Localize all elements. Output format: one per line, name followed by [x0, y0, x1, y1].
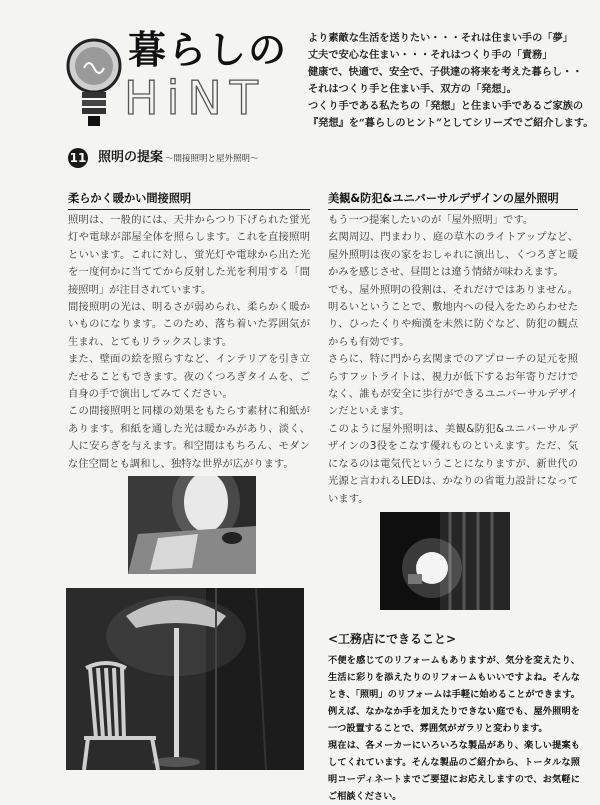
photo-outdoor-light	[380, 512, 510, 610]
photo-table-lamp	[128, 476, 256, 574]
paragraph: 玄関周辺、門まわり、庭の草木のライトアップなど、屋外照明は夜の家をおしゃれに演出し、くつろぎと暖かみを感じさせ、昼間とは違う情緒が味わえます。	[328, 231, 578, 279]
paragraph: 不便を感じてのリフォームもありますが、気分を変えたり、生活に彩りを添えたりのリフォームもいいですよね。そんなとき、「照明」のリフォームは手軽に始めることができます。例えば、なかなか手を加えたりできない庭でも、屋外照明を一つ設置することで、雰囲気がガラリと変わります。	[328, 655, 580, 734]
topic-title-text: 照明の提案	[98, 150, 164, 165]
intro-line: 丈夫で安心な住まい・・・それはつくり手の「責務」	[308, 49, 553, 61]
light-bulb-icon	[62, 34, 126, 130]
intro-line: 健康で、快適で、安全で、子供達の将来を考えた暮らし・・	[308, 66, 583, 78]
paragraph: また、壁面の絵を照らすなど、インテリアを引き立たせることもできます。夜のくつろぎタイムを、ご自身の手で演出してみてください。	[68, 353, 310, 401]
title-japanese: 暮らしの	[128, 27, 289, 72]
box-text	[328, 652, 580, 805]
paragraph: 現在は、各メーカーにいろいろな製品があり、楽しい提案もしてくれています。そんな製品のご紹介から、トータルな照明コーディネートまでご要望にお応えしますので、お気軽にご相談ください。	[328, 740, 580, 802]
intro-line: より素敵な生活を送りたい・・・それは住まい手の「夢」	[308, 32, 573, 44]
paragraph: 照明は、一般的には、天井からつり下げられた蛍光灯や電球が部屋全体を照らします。これを直接照明といいます。これに対し、蛍光灯や電球から出た光を一度何かに当ててから反射した光を利用する「間接照明」が注目されています。	[68, 214, 310, 296]
paragraph: もう一つ提案したいのが「屋外照明」です。	[328, 214, 534, 226]
right-column-text	[328, 212, 578, 508]
intro-line: それはつくり手と住まい手、双方の「発想」。	[308, 83, 517, 95]
left-column-heading: 柔らかく暖かい間接照明	[68, 190, 310, 210]
intro-text	[308, 30, 594, 132]
title-english: HiNT	[124, 71, 266, 125]
paragraph: この間接照明と同様の効果をもたらす素材に和紙があります。和紙を通した光は暖かみがあり、淡く、人に安らぎを与えます。和空間はもちろん、モダンな住空間とも調和し、独特な世界が広がります。	[68, 405, 310, 470]
photo-washi-lamp-chair	[66, 588, 304, 770]
paragraph: でも、屋外照明の役割は、それだけではありません。明るいということで、敷地内への侵入をためらわせたり、ひったくりや痴漢を未然に防ぐなど、防犯の観点からも有効です。	[328, 283, 578, 348]
left-column-text	[68, 212, 310, 473]
topic-subtitle: 〜間接照明と屋外照明〜	[165, 154, 259, 164]
topic-number-badge: 11	[68, 148, 88, 168]
intro-line: 『発想』を“暮らしのヒント”としてシリーズでご紹介します。	[308, 117, 594, 129]
topic-title	[98, 148, 259, 169]
intro-line: つくり手である私たちの「発想」と住まい手であるご家族の	[308, 100, 584, 112]
box-title: <工務店にできること>	[328, 632, 457, 646]
paragraph: さらに、特に門から玄関までのアプローチの足元を照らすフットライトは、視力が低下するお年寄りだけでなく、誰もが安全に歩行ができるユニバーサルデザインだといえます。	[328, 353, 578, 418]
right-column-heading: 美観&防犯&ユニバーサルデザインの屋外照明	[328, 190, 578, 210]
paragraph: 間接照明の光は、明るさが弱められ、柔らかく暖かいものになります。このため、落ち着いた雰囲気が生まれ、とてもリラックスします。	[68, 301, 310, 348]
paragraph: このように屋外照明は、美観&防犯&ユニバーサルデザインの3役をこなす優れものといえます。ただ、気になるのは電気代ということになりますが、新世代の光源と言われるLEDは、かなりの省電力設計になっています。	[328, 422, 578, 505]
